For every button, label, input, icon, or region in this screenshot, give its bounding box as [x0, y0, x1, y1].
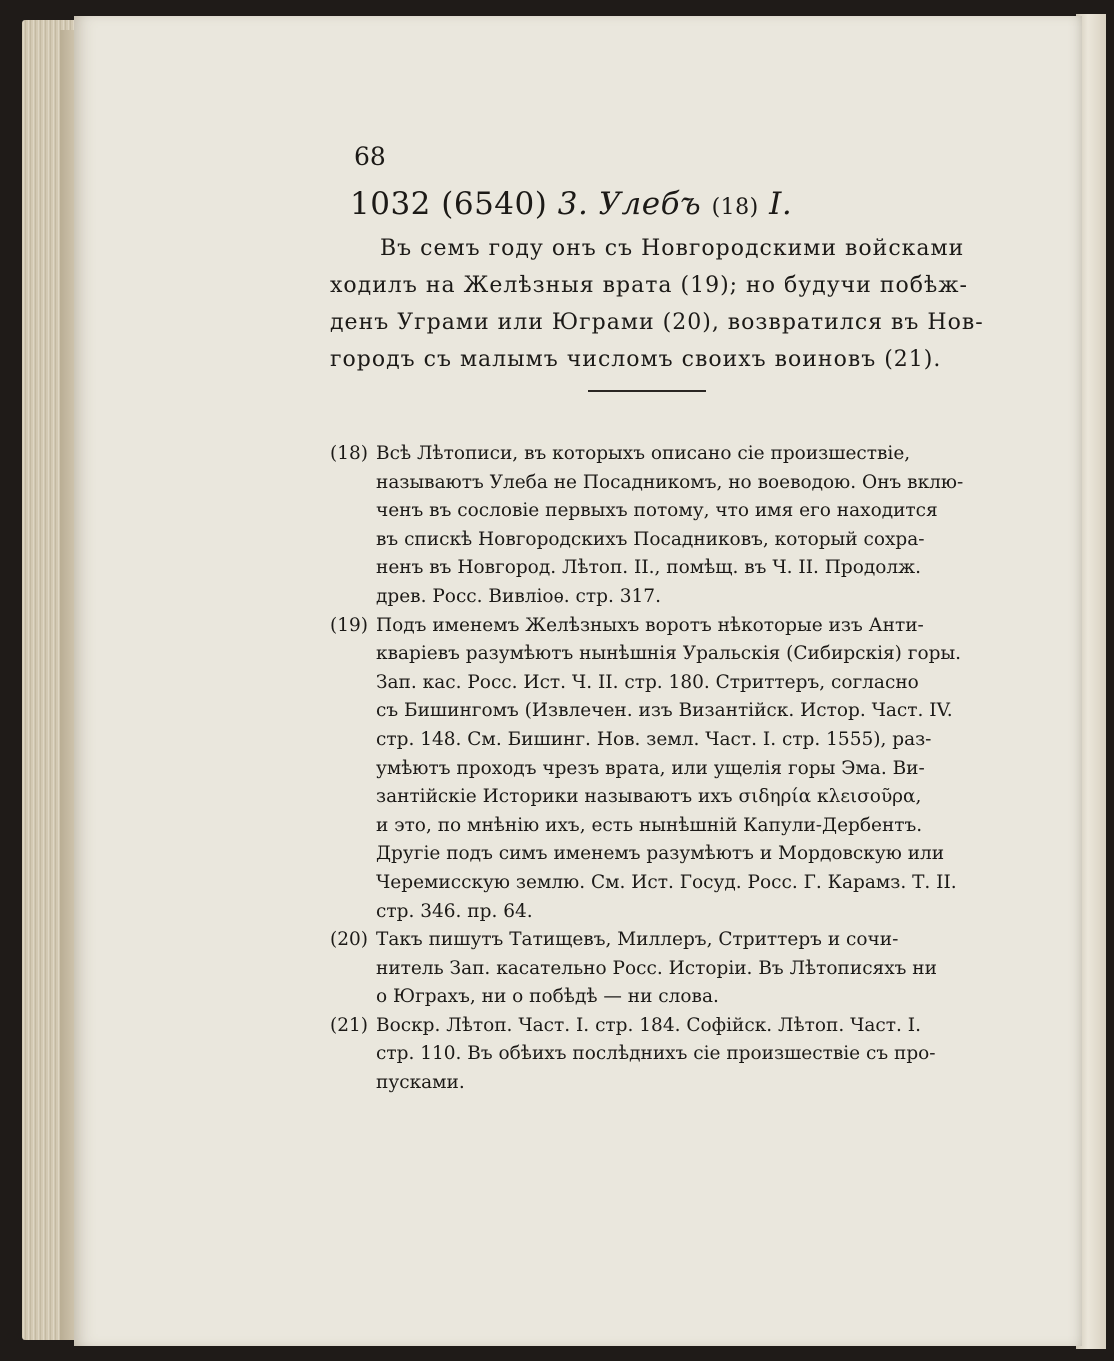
footnote-line: пусками. — [376, 1072, 465, 1094]
heading-year-alt: (6540) — [441, 186, 548, 222]
heading-note-ref: (18) — [711, 195, 759, 220]
page-number: 68 — [354, 142, 386, 171]
footnote-line: Другіе подъ симъ именемъ разумѣютъ и Мордовскую или — [376, 843, 945, 865]
heading-name: 3. Улебъ — [557, 186, 702, 222]
footnote-number: (20) — [330, 929, 368, 951]
main-paragraph — [330, 230, 984, 378]
footnote-line: стр. 110. Въ обѣихъ послѣднихъ сіе произшествіе съ про- — [376, 1043, 936, 1065]
footnote-line: Подъ именемъ Желѣзныхъ воротъ нѣкоторые изъ Анти- — [376, 614, 924, 636]
entry-heading — [350, 186, 910, 222]
footnote-line: стр. 346. пр. 64. — [376, 900, 533, 922]
footnote-line: и это, по мнѣнію ихъ, есть нынѣшній Капули-Дербентъ. — [376, 814, 923, 836]
footnote-21 — [330, 1012, 980, 1098]
footnote-line: зантійскіе Историки называютъ ихъ σιδηρία κλεισοῦρα, — [376, 786, 922, 808]
footnote-line: Такъ пишутъ Татищевъ, Миллеръ, Стриттеръ и сочи- — [376, 929, 899, 951]
footnote-line: умѣютъ проходъ чрезъ врата, или ущелія горы Эма. Ви- — [376, 757, 925, 779]
footnote-18 — [330, 440, 980, 612]
footnote-number: (19) — [330, 614, 368, 636]
section-divider — [588, 390, 706, 392]
footnote-line: древ. Росс. Вивліоѳ. стр. 317. — [376, 585, 661, 607]
footnote-line: Черемисскую землю. См. Ист. Госуд. Росс. Г. Карамз. Т. II. — [376, 871, 957, 893]
footnote-line: ченъ въ сословіе первыхъ потому, что имя его находится — [376, 500, 938, 522]
footnote-line: о Юграхъ, ни о побѣдѣ — ни слова. — [376, 986, 719, 1008]
body-line: ходилъ на Желѣзныя врата (19); но будучи побѣж- — [330, 273, 968, 298]
footnote-19 — [330, 612, 980, 927]
footnote-line: въ спискѣ Новгородскихъ Посадниковъ, который сохра- — [376, 528, 925, 550]
footnote-line: Всѣ Лѣтописи, въ которыхъ описано сіе произшествіе, — [376, 443, 911, 464]
footnote-line: съ Бишингомъ (Извлечен. изъ Византійск. Истор. Част. IV. — [376, 700, 953, 722]
footnote-line: называютъ Улеба не Посадникомъ, но воеводою. Онъ вклю- — [376, 471, 964, 493]
footnote-line: стр. 148. См. Бишинг. Нов. земл. Част. I. стр. 1555), раз- — [376, 728, 932, 750]
footnote-20 — [330, 926, 980, 1012]
footnote-number: (21) — [330, 1014, 368, 1036]
body-line: денъ Уграми или Юграми (20), возвратился въ Нов- — [330, 310, 984, 335]
heading-year: 1032 — [350, 186, 431, 222]
heading-roman: I. — [769, 186, 793, 222]
body-line: городъ съ малымъ числомъ своихъ воиновъ (21). — [330, 347, 942, 372]
footnote-line: нитель Зап. касательно Росс. Исторіи. Въ Лѣтописяхъ ни — [376, 957, 937, 979]
footnote-line: Зап. кас. Росс. Ист. Ч. II. стр. 180. Стриттеръ, согласно — [376, 671, 919, 693]
body-line: Въ семъ году онъ съ Новгородскими войсками — [380, 236, 965, 261]
footnote-line: кваріевъ разумѣютъ нынѣшнія Уральскія (Сибирскія) горы. — [376, 643, 962, 665]
footnote-number: (18) — [330, 443, 368, 464]
footnotes — [330, 440, 980, 1098]
footnote-line: ненъ въ Новгород. Лѣтоп. II., помѣщ. въ Ч. II. Продолж. — [376, 557, 922, 579]
footnote-line: Воскр. Лѣтоп. Част. I. стр. 184. Софійск. Лѣтоп. Част. I. — [376, 1014, 921, 1036]
